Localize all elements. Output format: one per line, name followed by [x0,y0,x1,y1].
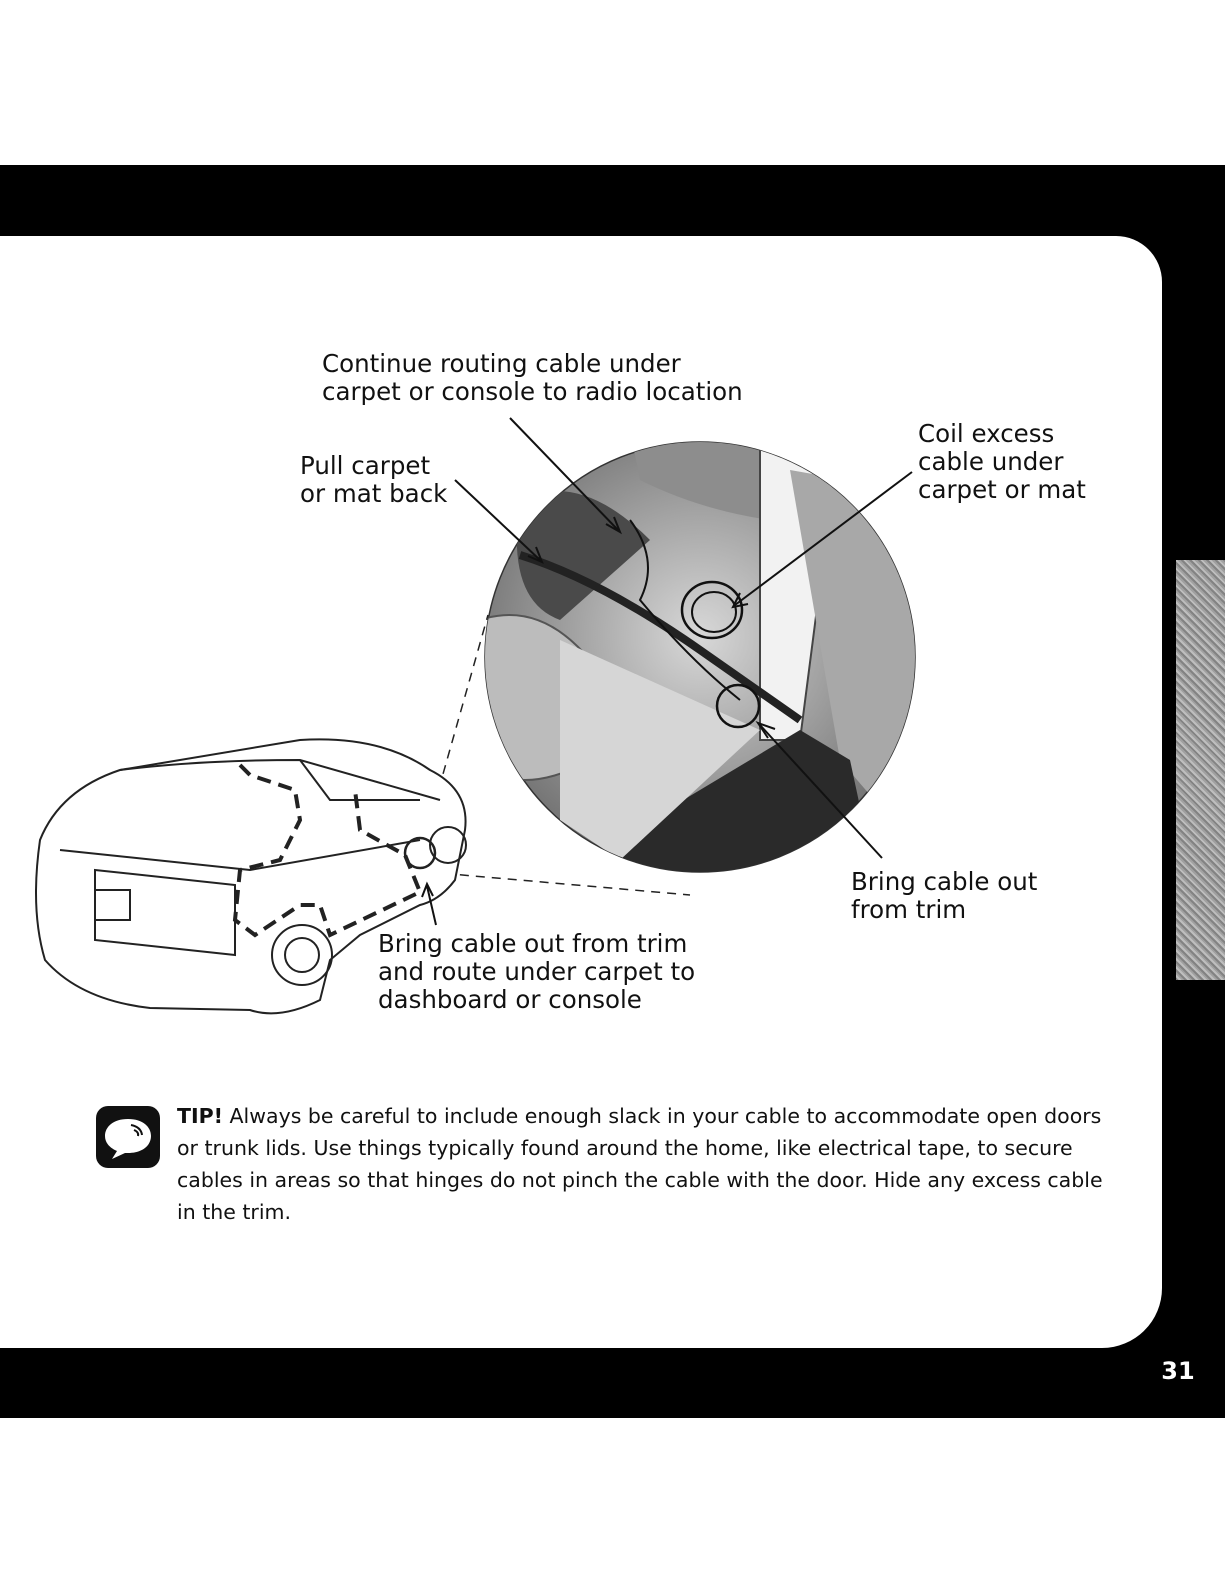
page-number: 31 [1161,1357,1195,1385]
page-edge-texture [1176,560,1225,980]
tip-body: Always be careful to include enough slack in your cable to accommodate open doors or trunk lids. Use things typically found around the home, like electrical tape, to secure cables in areas so that hinges do not pinch the cable with the door. Hide any excess cable in the trim. [177,1104,1103,1224]
tip-paragraph [177,1100,1107,1228]
callout-bring-cable-route: Bring cable out from trim and route under carpet to dashboard or console [378,929,696,1014]
speech-bubble-icon [95,1105,161,1169]
callout-bring-cable-trim: Bring cable out from trim [851,867,1038,924]
detail-circle [470,430,960,900]
callout-continue-routing: Continue routing cable under carpet or console to radio location [322,349,743,406]
tip-label: TIP! [177,1104,223,1128]
zoom-lead-line [428,872,690,895]
callout-coil-excess: Coil excess cable under carpet or mat [918,419,1086,504]
callout-pull-carpet: Pull carpet or mat back [300,451,448,508]
